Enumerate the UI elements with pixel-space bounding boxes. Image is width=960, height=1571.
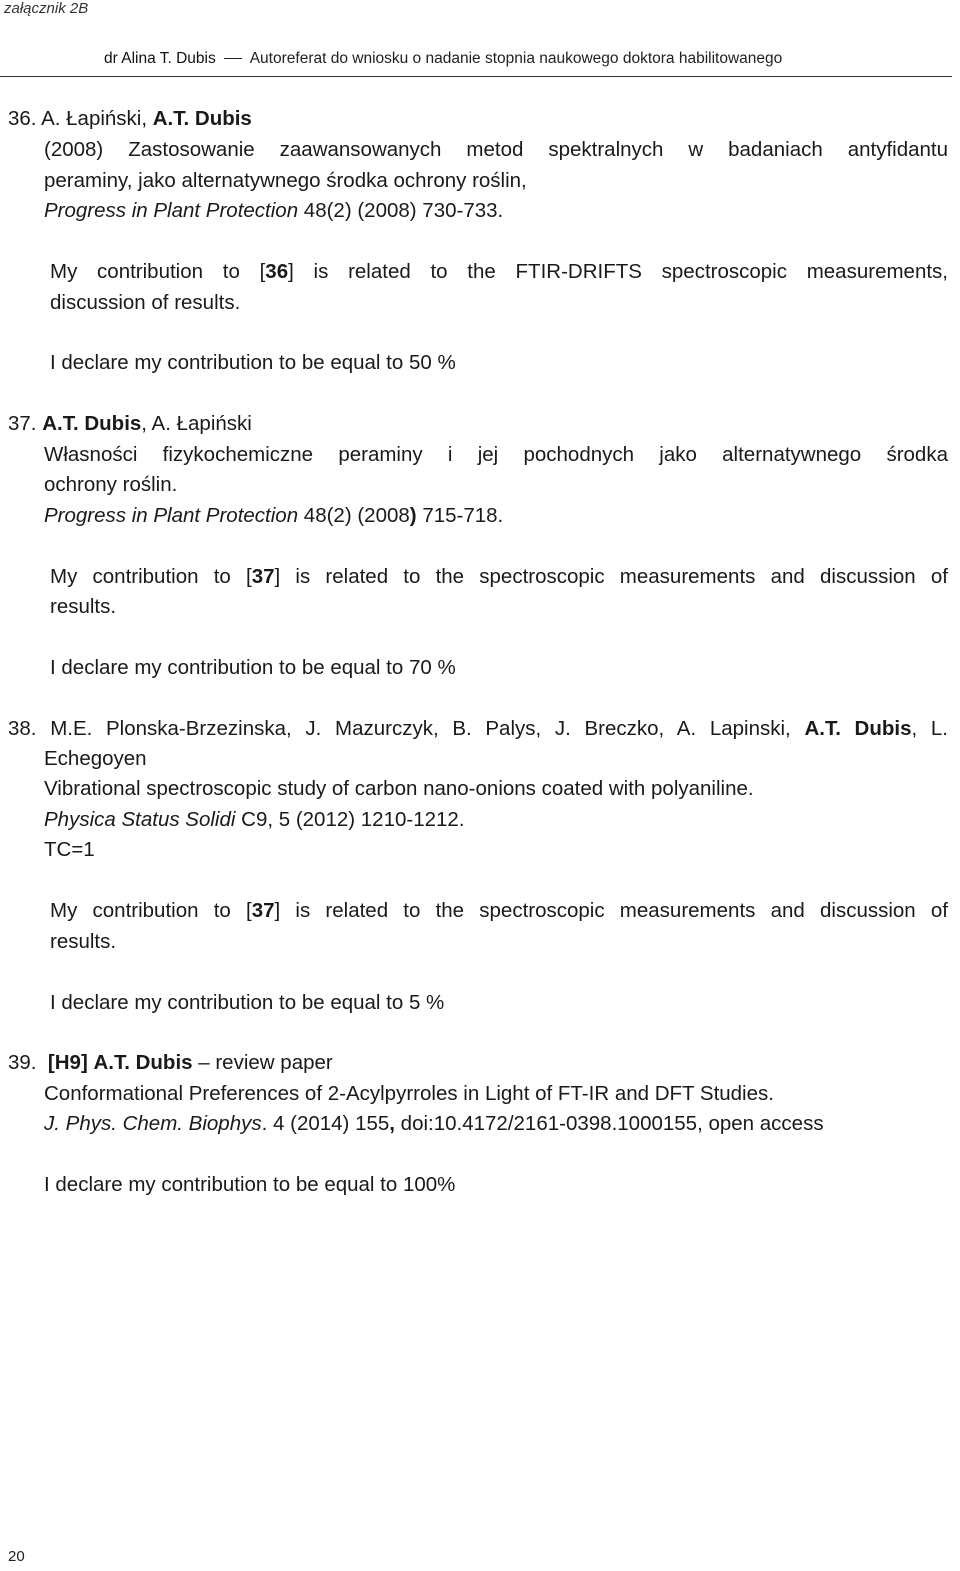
entry-citation: 48(2) (2008) 730-733. (298, 199, 504, 222)
entry-38-tc: TC=1 (44, 838, 95, 861)
entry-citation-bold: , (389, 1112, 395, 1135)
entry-38-authors-line1 (8, 716, 948, 742)
entry-citation-bold: ) (409, 504, 417, 527)
entry-39-citation (44, 1111, 824, 1137)
contribution-text: ] is related to the spectroscopic measurements and discussion of (274, 899, 948, 922)
entry-citation: 715-718. (416, 504, 504, 527)
header-author: dr Alina T. Dubis (104, 50, 216, 67)
entry-number: 39. (8, 1051, 37, 1074)
entry-37-citation (44, 503, 503, 529)
header-rule (0, 76, 952, 77)
entry-number: 36. (8, 107, 37, 130)
entry-38-citation (44, 807, 465, 833)
entry-number: 37. (8, 412, 37, 435)
entry-39-declaration: I declare my contribution to be equal to 100% (44, 1173, 456, 1196)
running-header (104, 50, 782, 68)
entry-38-authors-line2: Echegoyen (44, 747, 147, 770)
entry-citation: C9, 5 (2012) 1210-1212. (235, 808, 465, 831)
entry-authors: M.E. Plonska-Brzezinska, J. Mazurczyk, B. Palys, J. Breczko, A. Lapinski, (50, 717, 805, 740)
entry-37-title-line1: Własności fizykochemiczne peraminy i jej pochodnych jako alternatywnego środka (44, 443, 948, 466)
entry-number: 38. (8, 717, 37, 740)
entry-36-title-line1: (2008) Zastosowanie zaawansowanych metod spektralnych w badaniach antyfidantu (44, 138, 948, 161)
entry-authors: A. Łapiński, (41, 107, 153, 130)
entry-authors: , A. Łapiński (141, 412, 252, 435)
entry-39-title: Conformational Preferences of 2-Acylpyrroles in Light of FT-IR and DFT Studies. (44, 1082, 774, 1105)
entry-journal: Physica Status Solidi (44, 808, 236, 831)
entry-citation: doi:10.4172/2161-0398.1000155, open access (394, 1112, 824, 1135)
entry-author-highlight: A.T. Dubis (93, 1051, 193, 1074)
entry-36-authors (8, 106, 252, 132)
header-dash (224, 58, 242, 59)
entry-38-title: Vibrational spectroscopic study of carbon nano-onions coated with polyaniline. (44, 777, 754, 800)
entry-37-authors (8, 411, 252, 437)
entry-citation: . 4 (2014) 155 (261, 1112, 390, 1135)
contribution-ref: 36 (265, 260, 289, 283)
contribution-ref: 37 (251, 899, 275, 922)
header-title: Autoreferat do wniosku o nadanie stopnia naukowego doktora habilitowanego (249, 50, 783, 67)
entry-38-declaration: I declare my contribution to be equal to 5 % (50, 991, 445, 1014)
attachment-label: załącznik 2B (4, 0, 89, 17)
entry-authors: , L. (911, 717, 948, 740)
contribution-text: ] is related to the spectroscopic measurements and discussion of (274, 565, 948, 588)
page-number: 20 (8, 1548, 25, 1565)
entry-author-highlight: A.T. Dubis (152, 107, 252, 130)
entry-type: – review paper (192, 1051, 333, 1074)
entry-tag: [H9] (47, 1051, 88, 1074)
entry-37-declaration: I declare my contribution to be equal to 70 % (50, 656, 456, 679)
entry-36-declaration: I declare my contribution to be equal to 50 % (50, 351, 456, 374)
entry-journal: Progress in Plant Protection (44, 199, 299, 222)
contribution-ref: 37 (251, 565, 275, 588)
entry-journal: J. Phys. Chem. Biophys (44, 1112, 262, 1135)
entry-36-contribution-line2: discussion of results. (50, 291, 241, 314)
contribution-text: ] is related to the FTIR-DRIFTS spectroscopic measurements, (288, 260, 948, 283)
entry-37-contribution-line2: results. (50, 595, 117, 618)
contribution-text: My contribution to [ (50, 260, 266, 283)
entry-38-contribution-line1 (50, 898, 948, 924)
entry-36-contribution-line1 (50, 259, 948, 285)
entry-author-highlight: A.T. Dubis (804, 717, 912, 740)
entry-citation: 48(2) (2008 (298, 504, 410, 527)
entry-37-title-line2: ochrony roślin. (44, 473, 178, 496)
contribution-text: My contribution to [ (50, 899, 252, 922)
entry-39-authors (8, 1050, 333, 1076)
entry-37-contribution-line1 (50, 564, 948, 590)
entry-journal: Progress in Plant Protection (44, 504, 299, 527)
entry-36-title-line2: peraminy, jako alternatywnego środka ochrony roślin, (44, 169, 527, 192)
entry-38-contribution-line2: results. (50, 930, 117, 953)
contribution-text: My contribution to [ (50, 565, 252, 588)
entry-36-citation (44, 198, 503, 224)
entry-author-highlight: A.T. Dubis (42, 412, 142, 435)
